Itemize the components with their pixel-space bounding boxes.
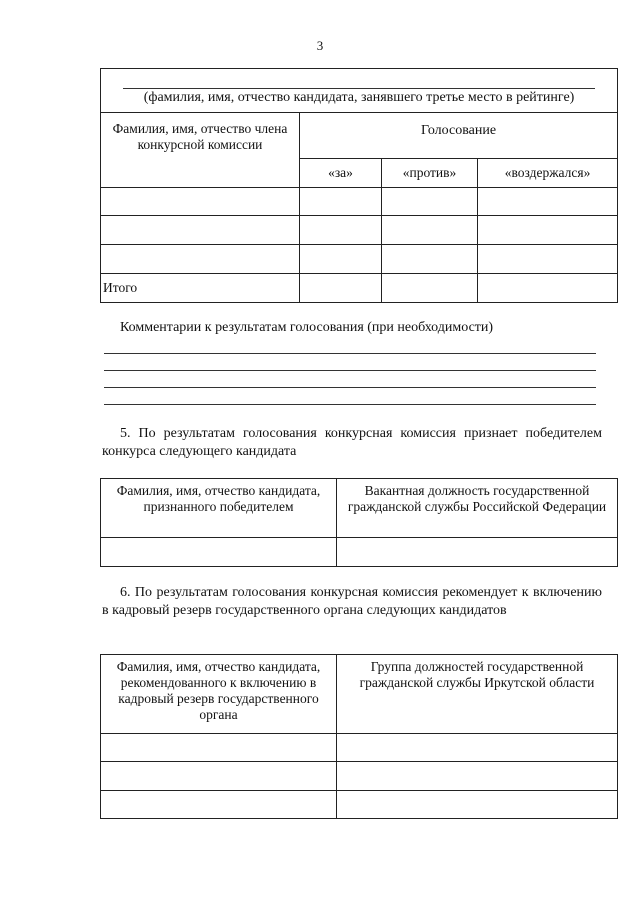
- total-label: Итого: [101, 274, 300, 303]
- voting-table: [100, 68, 618, 303]
- comment-line: [104, 353, 596, 354]
- vote-for-header: «за»: [300, 159, 382, 188]
- vacancy-header: Вакантная должность государственной гражданской службы Российской Федерации: [337, 479, 618, 538]
- reserve-table: [100, 654, 618, 819]
- comments-label: Комментарии к результатам голосования (при необходимости): [120, 320, 494, 335]
- section-5-text: 5. По результатам голосования конкурсная комиссия признает победителем конкурса следующего кандидата: [102, 426, 602, 459]
- reserve-name-header: Фамилия, имя, отчество кандидата, рекомендованного к включению в кадровый резерв государственного органа: [101, 655, 337, 734]
- vote-against-header: «против»: [382, 159, 478, 188]
- vote-abstain-header: «воздержался»: [478, 159, 618, 188]
- table-row: [101, 734, 618, 762]
- position-group-header: Группа должностей государственной гражданской службы Иркутской области: [337, 655, 618, 734]
- voting-header: Голосование: [300, 113, 618, 159]
- comment-line: [104, 387, 596, 388]
- section-6-text: 6. По результатам голосования конкурсная комиссия рекомендует к включению в кадровый резерв государственного органа следующих кандидатов: [102, 585, 602, 618]
- table-row: [101, 791, 618, 819]
- table-row: [101, 245, 618, 274]
- table-row: [101, 538, 618, 567]
- winner-name-header: Фамилия, имя, отчество кандидата, признанного победителем: [101, 479, 337, 538]
- comment-line: [104, 404, 596, 405]
- table-row: [101, 216, 618, 245]
- table-row: [101, 762, 618, 791]
- winner-table: [100, 478, 618, 567]
- candidate-caption: (фамилия, имя, отчество кандидата, занявшего третье место в рейтинге): [143, 90, 575, 105]
- member-header: Фамилия, имя, отчество члена конкурсной комиссии: [101, 113, 300, 188]
- page-number: 3: [316, 38, 324, 53]
- candidate-caption-cell: [101, 69, 618, 113]
- comment-line: [104, 370, 596, 371]
- candidate-name-line: [123, 88, 595, 89]
- table-row: [101, 188, 618, 216]
